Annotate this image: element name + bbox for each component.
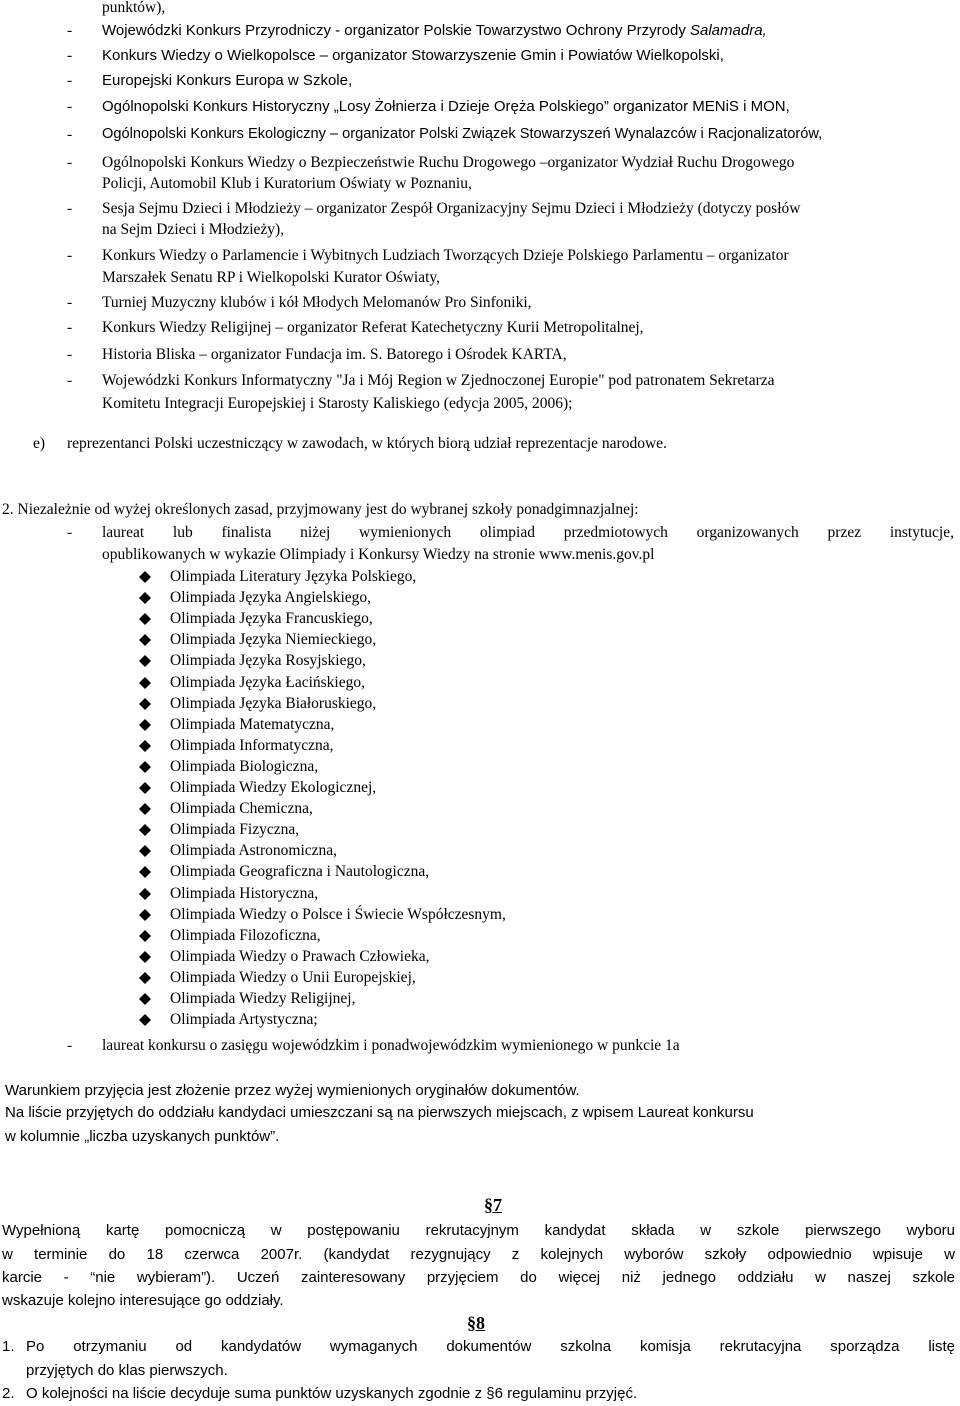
dash-marker: - [67, 22, 73, 39]
olympiad-name: Olimpiada Informatyczna, [170, 737, 334, 754]
list-item-text-cont: Komitetu Integracji Europejskiej i Starosty Kaliskiego (edycja 2005, 2006); [102, 395, 573, 412]
olympiad-name: Olimpiada Matematyczna, [170, 716, 335, 733]
dash-marker: - [67, 247, 73, 264]
olympiad-name: Olimpiada Języka Niemieckiego, [170, 631, 377, 648]
list-item-text: Europejski Konkurs Europa w Szkole, [102, 72, 353, 89]
list-placement-text-cont: w kolumnie „liczba uzyskanych punktów”. [5, 1128, 280, 1145]
diamond-bullet-icon [139, 993, 151, 1005]
diamond-bullet-icon [139, 761, 151, 773]
olympiad-name: Olimpiada Języka Łacińskiego, [170, 674, 365, 691]
diamond-bullet-icon [139, 803, 151, 815]
section2-intro: 2. Niezależnie od wyżej określonych zasad, przyjmowany jest do wybranej szkoły ponadgimnazjalnej: [2, 501, 639, 518]
olympiad-name: Olimpiada Języka Francuskiego, [170, 610, 373, 627]
diamond-bullet-icon [139, 698, 151, 710]
list-item-text-cont: Marszałek Senatu RP i Wielkopolski Kurator Oświaty, [102, 269, 441, 286]
diamond-bullet-icon [139, 782, 151, 794]
dash-marker: - [67, 319, 73, 336]
laureate-finalist-text: laureat lub finalista niżej wymienionych olimpiad przedmiotowych organizowanych przez instytucje, [102, 524, 954, 541]
list-item-text: Ogólnopolski Konkurs Ekologiczny – organizator Polski Związek Stowarzyszeń Wynalazców i Racjonalizatorów, [102, 126, 823, 142]
olympiad-name: Olimpiada Astronomiczna, [170, 842, 338, 859]
dash-marker: - [67, 346, 73, 363]
list-item-text: Historia Bliska – organizator Fundacja im. S. Batorego i Ośrodek KARTA, [102, 346, 567, 363]
item-text-main: Wojewódzki Konkurs Przyrodniczy - organizator Polskie Towarzystwo Ochrony Przyrody [102, 22, 690, 39]
section-7-paragraph-cont: karcie - “nie wybieram”). Uczeń zainteresowany przyjęciem do więcej niż jednego oddziału w naszej szkole [2, 1269, 955, 1286]
diamond-bullet-icon [139, 845, 151, 857]
section-8-item-text: O kolejności na liście decyduje suma punktów uzyskanych zgodnie z §6 regulaminu przyjęć. [26, 1385, 638, 1402]
diamond-bullet-icon [139, 571, 151, 583]
dash-marker: - [67, 126, 73, 143]
olympiad-name: Olimpiada Historyczna, [170, 885, 319, 902]
olympiad-name: Olimpiada Geograficzna i Nautologiczna, [170, 863, 430, 880]
list-item-text [102, 21, 767, 40]
list-placement-text: Na liście przyjętych do oddziału kandydaci umieszczani są na pierwszych miejscach, z wpisem Laureat konkursu [5, 1104, 754, 1121]
condition-text: Warunkiem przyjęcia jest złożenie przez wyżej wymienionych oryginałów dokumentów. [5, 1082, 580, 1099]
dash-marker: - [67, 294, 73, 311]
diamond-bullet-icon [139, 888, 151, 900]
dash-marker: - [67, 47, 73, 64]
list-item-text: Konkurs Wiedzy o Parlamencie i Wybitnych Ludziach Tworzących Dzieje Polskiego Parlamentu – organizator [102, 247, 789, 264]
section-8-item-text: Po otrzymaniu od kandydatów wymaganych dokumentów szkolna komisja rekrutacyjna sporządza listę [26, 1338, 955, 1355]
diamond-bullet-icon [139, 634, 151, 646]
section-7-header: §7 [484, 1195, 502, 1215]
section-8-item-number: 1. [2, 1338, 15, 1355]
olympiad-name: Olimpiada Wiedzy o Polsce i Świecie Współczesnym, [170, 906, 506, 923]
continuation-line: punktów), [102, 0, 166, 16]
item-text-italic: Salamadra, [690, 22, 767, 39]
section-7-paragraph-cont: w terminie do 18 czerwca 2007r. (kandydat rezygnujący z kolejnych wyborów szkoły odpowiednio wpisuje w [2, 1246, 955, 1263]
olympiad-name: Olimpiada Języka Rosyjskiego, [170, 652, 366, 669]
diamond-bullet-icon [139, 592, 151, 604]
diamond-bullet-icon [139, 951, 151, 963]
regional-laureate-text: laureat konkursu o zasięgu wojewódzkim i ponadwojewódzkim wymienionego w punkcie 1a [102, 1037, 680, 1054]
section-7-paragraph: Wypełnioną kartę pomocniczą w postępowaniu rekrutacyjnym kandydat składa w szkole pierwszego wyboru [2, 1222, 955, 1239]
dash-marker: - [67, 524, 73, 541]
item-e-text: reprezentanci Polski uczestniczący w zawodach, w których biorą udział reprezentacje narodowe. [67, 435, 667, 452]
list-item-text: Turniej Muzyczny klubów i kół Młodych Melomanów Pro Sinfoniki, [102, 294, 532, 311]
list-item-text: Ogólnopolski Konkurs Wiedzy o Bezpieczeństwie Ruchu Drogowego –organizator Wydział Ruchu Drogowego [102, 154, 795, 171]
section-8-item-text-cont: przyjętych do klas pierwszych. [26, 1362, 228, 1379]
olympiad-name: Olimpiada Wiedzy o Unii Europejskiej, [170, 969, 416, 986]
dash-marker: - [67, 1037, 73, 1054]
laureate-finalist-text-cont: opublikowanych w wykazie Olimpiady i Konkursy Wiedzy na stronie www.menis.gov.pl [102, 546, 655, 563]
item-e-label: e) [33, 435, 46, 452]
olympiad-name: Olimpiada Chemiczna, [170, 800, 313, 817]
diamond-bullet-icon [139, 930, 151, 942]
section-8-item-number: 2. [2, 1385, 15, 1402]
olympiad-name: Olimpiada Wiedzy o Prawach Człowieka, [170, 948, 430, 965]
diamond-bullet-icon [139, 866, 151, 878]
olympiad-name: Olimpiada Języka Białoruskiego, [170, 695, 377, 712]
dash-marker: - [67, 372, 73, 389]
diamond-bullet-icon [139, 824, 151, 836]
olympiad-name: Olimpiada Artystyczna; [170, 1011, 318, 1028]
list-item-text: Konkurs Wiedzy Religijnej – organizator Referat Katechetyczny Kurii Metropolitalnej, [102, 319, 644, 336]
list-item-text: Ogólnopolski Konkurs Historyczny „Losy Żołnierza i Dzieje Oręża Polskiego” organizator MENiS i MON, [102, 98, 790, 115]
diamond-bullet-icon [139, 677, 151, 689]
diamond-bullet-icon [139, 972, 151, 984]
list-item-text-cont: Policji, Automobil Klub i Kuratorium Oświaty w Poznaniu, [102, 175, 472, 192]
olympiad-name: Olimpiada Literatury Języka Polskiego, [170, 568, 417, 585]
list-item-text: Wojewódzki Konkurs Informatyczny "Ja i Mój Region w Zjednoczonej Europie" pod patronatem Sekretarza [102, 372, 775, 389]
diamond-bullet-icon [139, 655, 151, 667]
dash-marker: - [67, 72, 73, 89]
dash-marker: - [67, 200, 73, 217]
diamond-bullet-icon [139, 740, 151, 752]
diamond-bullet-icon [139, 719, 151, 731]
dash-marker: - [67, 154, 73, 171]
list-item-text: Konkurs Wiedzy o Wielkopolsce – organizator Stowarzyszenie Gmin i Powiatów Wielkopolski, [102, 47, 724, 64]
section-7-paragraph-end: wskazuje kolejno interesujące go oddziały. [2, 1292, 284, 1309]
section-8-header: §8 [467, 1313, 485, 1333]
olympiad-name: Olimpiada Fizyczna, [170, 821, 300, 838]
olympiad-name: Olimpiada Wiedzy Ekologicznej, [170, 779, 377, 796]
olympiad-name: Olimpiada Filozoficzna, [170, 927, 321, 944]
olympiad-name: Olimpiada Wiedzy Religijnej, [170, 990, 356, 1007]
olympiad-name: Olimpiada Biologiczna, [170, 758, 319, 775]
dash-marker: - [67, 98, 73, 115]
list-item-text: Sesja Sejmu Dzieci i Młodzieży – organizator Zespół Organizacyjny Sejmu Dzieci i Młodzieży (dotyczy posłów [102, 200, 801, 217]
list-item-text-cont: na Sejm Dzieci i Młodzieży), [102, 221, 285, 238]
diamond-bullet-icon [139, 1014, 151, 1026]
olympiad-name: Olimpiada Języka Angielskiego, [170, 589, 372, 606]
diamond-bullet-icon [139, 613, 151, 625]
diamond-bullet-icon [139, 909, 151, 921]
